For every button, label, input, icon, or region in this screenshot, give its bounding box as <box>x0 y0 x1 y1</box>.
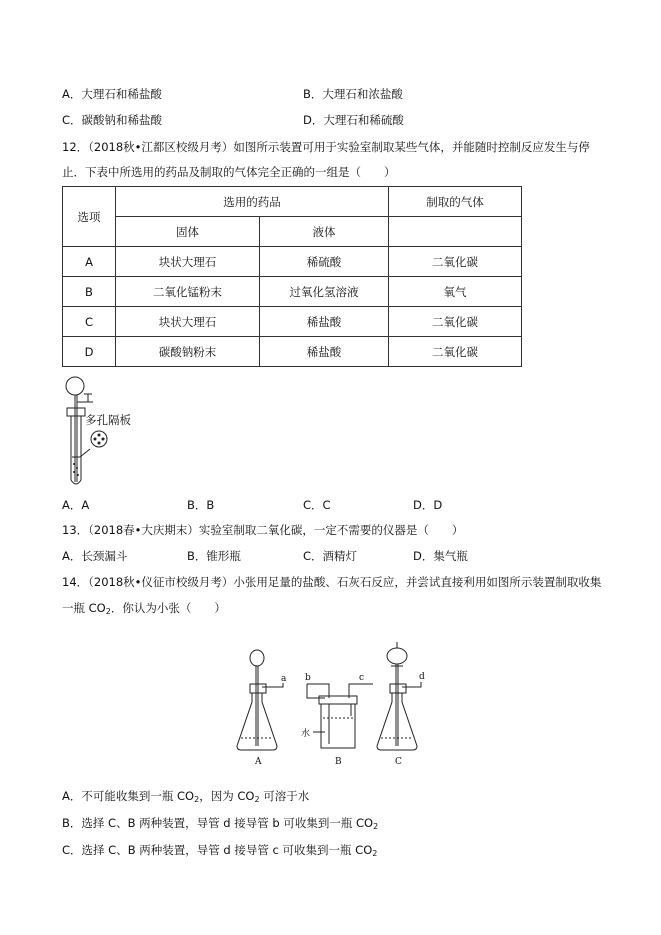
th-solid: 固体 <box>116 217 260 247</box>
cell-gas: 氧气 <box>389 277 522 307</box>
q11-option-d[interactable]: D．大理石和稀硫酸 <box>303 113 404 127</box>
q12-option-c[interactable]: C．C <box>303 498 331 512</box>
apparatus-c <box>377 642 421 750</box>
table-row <box>63 247 522 277</box>
cell-solid: 二氧化锰粉末 <box>116 277 260 307</box>
q14-stem-line2: 一瓶 $CO_2$．你认为小张（ ） <box>62 601 226 616</box>
label-b: B <box>335 757 342 767</box>
th-option: 选项 <box>63 187 116 247</box>
th-empty <box>389 217 522 247</box>
table-row <box>63 277 522 307</box>
tube-b-label: b <box>305 673 311 683</box>
cell-option: D <box>63 337 116 367</box>
cell-liquid: 稀硫酸 <box>260 247 389 277</box>
cell-solid: 块状大理石 <box>116 247 260 277</box>
cell-solid: 碳酸钠粉末 <box>116 337 260 367</box>
q13-option-d[interactable]: D．集气瓶 <box>413 549 468 563</box>
porous-plate-detail <box>91 431 107 447</box>
test-tube <box>71 416 81 484</box>
q12-stem-line2: 止．下表中所选用的药品及制取的气体完全正确的一组是（ ） <box>62 165 396 179</box>
q14-option-b[interactable]: B．选择 C、B 两种装置，导管 d 接导管 b 可收集到一瓶 $CO_2$ <box>62 816 379 831</box>
funnel-bulb <box>66 377 84 395</box>
q14-apparatus-figure <box>225 636 445 776</box>
tube-d-label: d <box>419 672 425 682</box>
q13-stem: 13．（2018春•大庆期末）实验室制取二氧化碳，一定不需要的仪器是（ ） <box>62 523 464 537</box>
label-c: C <box>395 757 402 767</box>
q14-option-a[interactable]: A．不可能收集到一瓶 $CO_2$，因为 $CO_2$ 可溶于水 <box>62 789 310 804</box>
tube-a-label: a <box>281 674 287 684</box>
q11-option-c[interactable]: C．碳酸钠和稀盐酸 <box>62 113 163 127</box>
apparatus-a <box>237 650 283 750</box>
th-gas: 制取的气体 <box>389 187 522 217</box>
th-liquid: 液体 <box>260 217 389 247</box>
tube-c-label: c <box>359 673 365 683</box>
cell-option: A <box>63 247 116 277</box>
water-label: 水 <box>301 729 311 739</box>
q14-stem-line1: 14．（2018秋•仪征市校级月考）小张用足量的盐酸、石灰石反应，并尝试直接利用如图所示装置制取收集 <box>62 575 602 589</box>
q13-option-a[interactable]: A．长颈漏斗 <box>62 549 128 563</box>
porous-plate-label: 多孔隔板 <box>85 413 131 427</box>
table-row <box>63 307 522 337</box>
q12-stem-line1: 12．（2018秋•江都区校级月考）如图所示装置可用于实验室制取某些气体，并能随时控制反应发生与停 <box>62 140 590 154</box>
q12-option-d[interactable]: D．D <box>413 498 443 512</box>
label-a: A <box>255 757 262 767</box>
q13-option-c[interactable]: C．酒精灯 <box>303 549 358 563</box>
apparatus-b <box>307 684 373 748</box>
cell-gas: 二氧化碳 <box>389 337 522 367</box>
th-reagents: 选用的药品 <box>116 187 389 217</box>
porous-plate-apparatus-figure <box>62 372 152 490</box>
cell-solid: 块状大理石 <box>116 307 260 337</box>
q11-option-b[interactable]: B．大理石和浓盐酸 <box>303 87 403 101</box>
stopper <box>67 408 85 416</box>
q12-option-b[interactable]: B．B <box>187 498 215 512</box>
q12-option-a[interactable]: A．A <box>62 498 90 512</box>
cell-liquid: 稀盐酸 <box>260 307 389 337</box>
q13-option-b[interactable]: B．锥形瓶 <box>187 549 241 563</box>
q12-table <box>62 186 522 367</box>
table-row <box>63 337 522 367</box>
q14-option-c[interactable]: C．选择 C、B 两种装置，导管 d 接导管 c 可收集到一瓶 $CO_2$ <box>62 843 378 858</box>
q11-option-a[interactable]: A．大理石和稀盐酸 <box>62 87 162 101</box>
cell-gas: 二氧化碳 <box>389 247 522 277</box>
cell-liquid: 稀盐酸 <box>260 337 389 367</box>
cell-gas: 二氧化碳 <box>389 307 522 337</box>
cell-liquid: 过氧化氢溶液 <box>260 277 389 307</box>
cell-option: C <box>63 307 116 337</box>
cell-option: B <box>63 277 116 307</box>
